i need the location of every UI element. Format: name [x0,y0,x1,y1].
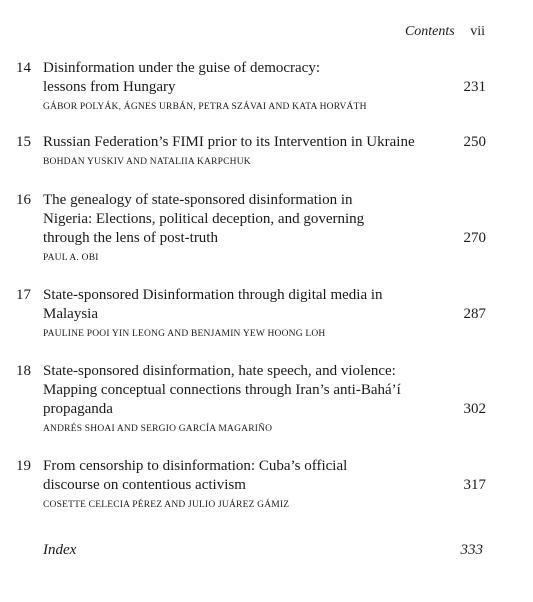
chapter-title-line: Disinformation under the guise of democracy: [43,60,321,76]
chapter-authors: GÁBOR POLYÁK, ÁGNES URBÁN, PETRA SZÁVAI AND KATA HORVÁTH [43,102,367,112]
chapter-title-line: lessons from Hungary [43,79,176,95]
chapter-page-number: 317 [463,477,486,493]
chapter-title-line: Russian Federation’s FIMI prior to its Intervention in Ukraine [43,134,415,150]
chapter-title [43,362,448,419]
chapter-title-line: State-sponsored disinformation, hate speech, and violence: [43,363,396,379]
chapter-title-line: State-sponsored Disinformation through digital media in [43,287,383,303]
chapter-title [43,133,448,152]
chapter-number: 15 [16,134,31,150]
chapter-number: 14 [16,60,31,76]
chapter-authors: ANDRÉS SHOAI AND SERGIO GARCÍA MAGARIÑO [43,424,273,434]
chapter-page-number: 270 [463,230,486,246]
chapter-title [43,191,448,248]
chapter-authors: PAUL A. OBI [43,253,99,263]
chapter-title-line: The genealogy of state-sponsored disinformation in [43,192,353,208]
chapter-title-line: Nigeria: Elections, political deception, and governing [43,211,365,227]
chapter-body [43,457,448,511]
chapter-authors: COSETTE CELECIA PÉREZ AND JULIO JUÁREZ GÁMIZ [43,500,290,510]
chapter-number: 18 [16,363,31,379]
index-entry[interactable] [43,542,483,559]
chapter-title-line: Mapping conceptual connections through Iran’s anti-Bahá’í [43,382,401,398]
chapter-page-number: 287 [463,306,486,322]
chapter-number: 19 [16,458,31,474]
chapter-title-line: propaganda [43,401,113,417]
chapter-number: 16 [16,192,31,208]
chapter-body [43,191,448,264]
chapter-title [43,59,448,97]
running-head-page-number: vii [470,24,485,39]
chapter-body [43,59,448,113]
chapter-body [43,133,448,168]
chapter-title-line: From censorship to disinformation: Cuba’s official [43,458,348,474]
index-label: Index [43,542,77,558]
chapter-page-number: 231 [463,79,486,95]
chapter-title [43,286,448,324]
chapter-authors: BOHDAN YUSKIV AND NATALIIA KARPCHUK [43,157,251,167]
chapter-page-number: 250 [463,134,486,150]
chapter-title [43,457,448,495]
chapter-title-line: through the lens of post-truth [43,230,218,246]
chapter-authors: PAULINE POOI YIN LEONG AND BENJAMIN YEW HOONG LOH [43,329,326,339]
index-page-number: 333 [460,542,483,558]
chapter-title-line: discourse on contentious activism [43,477,246,493]
chapter-body [43,286,448,340]
chapter-number: 17 [16,287,31,303]
chapter-title-line: Malaysia [43,306,98,322]
running-head-section: Contents [404,24,455,39]
running-head [405,24,485,40]
chapter-body [43,362,448,435]
chapter-page-number: 302 [463,401,486,417]
